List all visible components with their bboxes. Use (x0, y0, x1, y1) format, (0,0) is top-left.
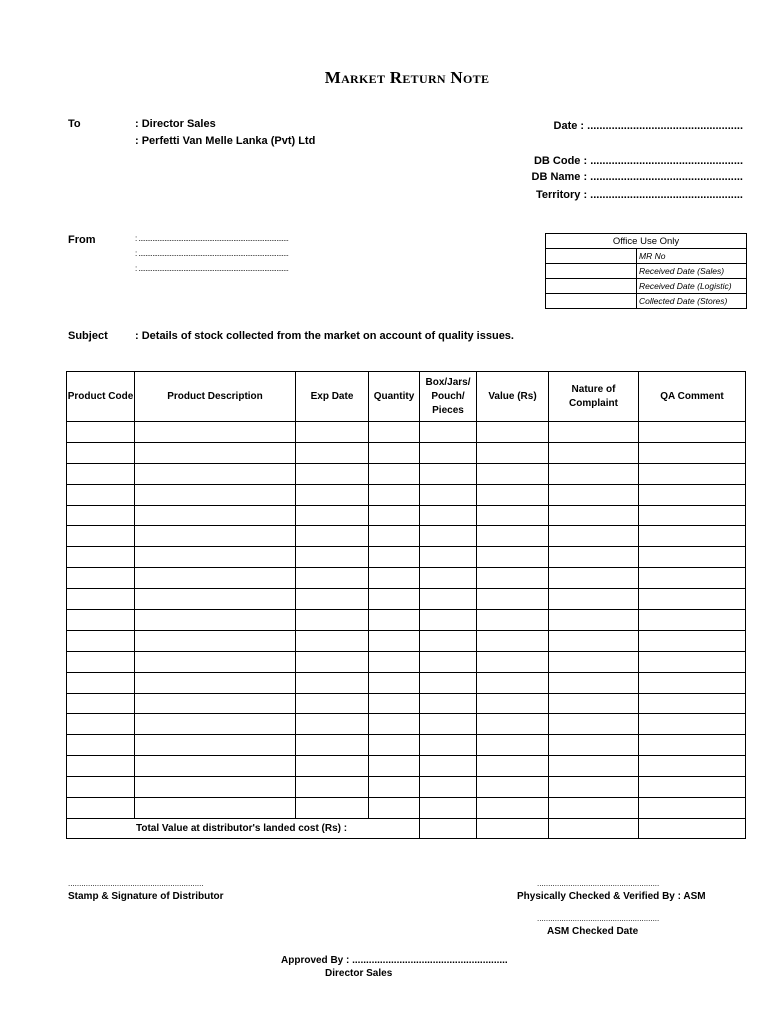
table-cell[interactable] (549, 693, 639, 714)
to-line-2: : Perfetti Van Melle Lanka (Pvt) Ltd (135, 135, 316, 147)
table-cell[interactable] (135, 610, 296, 631)
table-row (67, 442, 746, 463)
office-row-mr-no: MR No (637, 249, 747, 264)
table-cell[interactable] (477, 798, 549, 819)
table-cell[interactable] (420, 735, 477, 756)
table-cell[interactable] (369, 505, 420, 526)
table-cell[interactable] (549, 589, 639, 610)
table-cell[interactable] (420, 777, 477, 798)
table-row (67, 463, 746, 484)
table-cell[interactable] (420, 651, 477, 672)
table-cell[interactable] (369, 672, 420, 693)
table-cell[interactable] (639, 693, 746, 714)
table-cell[interactable] (477, 756, 549, 777)
table-cell[interactable] (369, 484, 420, 505)
from-line-2: : ....................................................................................... (135, 249, 289, 258)
table-cell[interactable] (639, 568, 746, 589)
table-cell[interactable] (639, 630, 746, 651)
table-cell[interactable] (296, 630, 369, 651)
table-cell[interactable] (67, 651, 135, 672)
table-row (67, 651, 746, 672)
table-cell[interactable] (549, 798, 639, 819)
total-label: Total Value at distributor's landed cost (Rs) : (67, 818, 420, 838)
approved-by-line: Approved By : ........................................................ (281, 955, 508, 966)
table-cell[interactable] (639, 422, 746, 443)
table-cell[interactable] (67, 610, 135, 631)
asm-signature-line: ....................................................... (537, 879, 660, 888)
table-cell[interactable] (296, 442, 369, 463)
total-row (67, 818, 746, 838)
col-qa-comment: QA Comment (639, 372, 746, 422)
table-cell[interactable] (67, 777, 135, 798)
table-cell[interactable] (369, 630, 420, 651)
table-cell[interactable] (67, 484, 135, 505)
office-row-collected-stores: Collected Date (Stores) (637, 294, 747, 309)
table-cell[interactable] (549, 672, 639, 693)
subject-label: Subject (68, 330, 108, 342)
table-header-row (67, 372, 746, 422)
table-cell[interactable] (135, 714, 296, 735)
to-label: To (68, 118, 81, 130)
office-row-received-sales: Received Date (Sales) (637, 264, 747, 279)
table-cell[interactable] (135, 756, 296, 777)
table-row (67, 777, 746, 798)
table-cell[interactable] (135, 777, 296, 798)
db-code-field: DB Code : .................................................. (533, 155, 743, 167)
table-row (67, 630, 746, 651)
office-use-table (545, 233, 747, 309)
table-cell[interactable] (477, 630, 549, 651)
table-cell[interactable] (639, 526, 746, 547)
table-cell[interactable] (369, 526, 420, 547)
table-cell[interactable] (67, 442, 135, 463)
table-cell[interactable] (296, 610, 369, 631)
table-cell[interactable] (549, 568, 639, 589)
table-cell[interactable] (549, 714, 639, 735)
table-cell[interactable] (135, 422, 296, 443)
table-cell[interactable] (296, 714, 369, 735)
table-cell[interactable] (639, 651, 746, 672)
table-cell[interactable] (369, 442, 420, 463)
table-cell[interactable] (369, 651, 420, 672)
table-cell[interactable] (135, 526, 296, 547)
table-cell[interactable] (135, 693, 296, 714)
table-cell[interactable] (135, 798, 296, 819)
table-cell[interactable] (369, 798, 420, 819)
table-cell[interactable] (67, 630, 135, 651)
table-cell[interactable] (369, 463, 420, 484)
table-cell[interactable] (420, 610, 477, 631)
table-cell[interactable] (477, 693, 549, 714)
table-cell[interactable] (420, 463, 477, 484)
table-cell[interactable] (549, 735, 639, 756)
table-cell[interactable] (296, 651, 369, 672)
table-cell[interactable] (420, 547, 477, 568)
table-cell[interactable] (639, 714, 746, 735)
table-row (67, 589, 746, 610)
table-cell[interactable] (477, 526, 549, 547)
table-cell[interactable] (67, 463, 135, 484)
col-exp-date: Exp Date (296, 372, 369, 422)
table-cell[interactable] (369, 589, 420, 610)
table-cell[interactable] (369, 422, 420, 443)
table-cell[interactable] (135, 630, 296, 651)
table-cell[interactable] (67, 714, 135, 735)
db-name-field: DB Name : .................................................. (531, 171, 743, 183)
table-cell[interactable] (369, 610, 420, 631)
table-cell[interactable] (477, 568, 549, 589)
table-row (67, 798, 746, 819)
table-cell[interactable] (477, 442, 549, 463)
table-cell[interactable] (296, 735, 369, 756)
table-cell[interactable] (549, 630, 639, 651)
table-cell[interactable] (296, 422, 369, 443)
table-cell[interactable] (549, 547, 639, 568)
distributor-signature-label: Stamp & Signature of Distributor (68, 891, 224, 902)
table-cell[interactable] (420, 798, 477, 819)
table-cell[interactable] (67, 422, 135, 443)
date-field: Date : ................................................... (553, 120, 743, 132)
table-cell[interactable] (135, 589, 296, 610)
col-value: Value (Rs) (477, 372, 549, 422)
table-cell[interactable] (477, 463, 549, 484)
table-cell[interactable] (477, 484, 549, 505)
table-cell[interactable] (296, 547, 369, 568)
table-row (67, 526, 746, 547)
office-row-received-logistic: Received Date (Logistic) (637, 279, 747, 294)
table-cell[interactable] (296, 568, 369, 589)
table-cell[interactable] (296, 777, 369, 798)
table-cell[interactable] (296, 589, 369, 610)
table-cell[interactable] (549, 505, 639, 526)
table-cell[interactable] (369, 735, 420, 756)
col-quantity: Quantity (369, 372, 420, 422)
table-cell[interactable] (477, 651, 549, 672)
table-cell[interactable] (67, 672, 135, 693)
table-cell[interactable] (477, 547, 549, 568)
table-cell[interactable] (369, 714, 420, 735)
subject-text: : Details of stock collected from the market on account of quality issues. (135, 330, 514, 342)
table-cell[interactable] (369, 693, 420, 714)
table-cell[interactable] (135, 505, 296, 526)
table-cell[interactable] (639, 442, 746, 463)
table-row (67, 568, 746, 589)
table-cell[interactable] (477, 777, 549, 798)
page-title: Market Return Note (324, 68, 490, 87)
table-row (67, 422, 746, 443)
table-cell[interactable] (135, 547, 296, 568)
table-cell[interactable] (477, 589, 549, 610)
table-cell[interactable] (67, 756, 135, 777)
table-row (67, 735, 746, 756)
table-cell[interactable] (549, 442, 639, 463)
table-cell[interactable] (639, 505, 746, 526)
table-cell[interactable] (420, 422, 477, 443)
to-line-1: : Director Sales (135, 118, 216, 130)
table-cell[interactable] (135, 651, 296, 672)
col-box-jars-pouch-pieces: Box/Jars/ Pouch/ Pieces (420, 372, 477, 422)
table-cell[interactable] (639, 735, 746, 756)
table-cell[interactable] (420, 693, 477, 714)
table-cell[interactable] (639, 756, 746, 777)
table-cell[interactable] (477, 610, 549, 631)
col-nature-of-complaint: Nature of Complaint (549, 372, 639, 422)
asm-verified-label: Physically Checked & Verified By : ASM (517, 891, 706, 902)
table-cell[interactable] (135, 463, 296, 484)
asm-date-line: ....................................................... (537, 914, 660, 923)
table-row (67, 505, 746, 526)
table-cell[interactable] (420, 630, 477, 651)
table-cell[interactable] (639, 610, 746, 631)
table-cell[interactable] (639, 547, 746, 568)
table-cell[interactable] (67, 547, 135, 568)
table-cell[interactable] (477, 505, 549, 526)
col-product-code: Product Code (67, 372, 135, 422)
territory-field: Territory : .................................................. (535, 189, 743, 201)
table-row (67, 610, 746, 631)
table-cell[interactable] (477, 422, 549, 443)
table-cell[interactable] (420, 442, 477, 463)
from-label: From (68, 234, 96, 246)
distributor-signature-line: ............................................................. (68, 879, 204, 888)
table-cell[interactable] (549, 422, 639, 443)
table-cell[interactable] (67, 735, 135, 756)
from-line-1: : ....................................................................................... (135, 234, 289, 243)
table-cell[interactable] (549, 484, 639, 505)
table-cell[interactable] (67, 589, 135, 610)
table-cell[interactable] (135, 735, 296, 756)
table-cell[interactable] (639, 484, 746, 505)
table-cell[interactable] (549, 610, 639, 631)
table-cell[interactable] (549, 526, 639, 547)
table-cell[interactable] (296, 505, 369, 526)
table-cell[interactable] (67, 693, 135, 714)
table-cell[interactable] (369, 756, 420, 777)
return-items-table (66, 371, 746, 839)
table-row (67, 484, 746, 505)
table-cell[interactable] (135, 672, 296, 693)
table-cell[interactable] (369, 777, 420, 798)
table-cell[interactable] (296, 484, 369, 505)
table-cell[interactable] (639, 777, 746, 798)
table-cell[interactable] (67, 505, 135, 526)
table-cell[interactable] (67, 568, 135, 589)
asm-checked-date-label: ASM Checked Date (547, 926, 639, 937)
table-cell[interactable] (296, 693, 369, 714)
table-cell[interactable] (296, 756, 369, 777)
table-cell[interactable] (135, 568, 296, 589)
table-cell[interactable] (420, 484, 477, 505)
table-row (67, 547, 746, 568)
table-cell[interactable] (420, 589, 477, 610)
table-cell[interactable] (369, 568, 420, 589)
table-cell[interactable] (639, 463, 746, 484)
table-cell[interactable] (639, 589, 746, 610)
table-cell[interactable] (420, 672, 477, 693)
table-cell[interactable] (296, 463, 369, 484)
col-product-description: Product Description (135, 372, 296, 422)
table-cell[interactable] (67, 798, 135, 819)
table-cell[interactable] (369, 547, 420, 568)
table-cell[interactable] (549, 777, 639, 798)
table-cell[interactable] (477, 672, 549, 693)
table-cell[interactable] (135, 484, 296, 505)
office-use-heading: Office Use Only (546, 234, 747, 249)
table-cell[interactable] (477, 735, 549, 756)
table-cell[interactable] (420, 505, 477, 526)
table-row (67, 714, 746, 735)
table-row (67, 693, 746, 714)
table-cell[interactable] (549, 651, 639, 672)
table-cell[interactable] (296, 798, 369, 819)
table-cell[interactable] (67, 526, 135, 547)
table-cell[interactable] (639, 672, 746, 693)
table-row (67, 672, 746, 693)
from-line-3: : ....................................................................................... (135, 264, 289, 273)
table-cell[interactable] (549, 463, 639, 484)
table-cell[interactable] (296, 672, 369, 693)
table-cell[interactable] (549, 756, 639, 777)
table-cell[interactable] (420, 756, 477, 777)
table-cell[interactable] (420, 568, 477, 589)
table-cell[interactable] (296, 526, 369, 547)
table-cell[interactable] (477, 714, 549, 735)
table-cell[interactable] (639, 798, 746, 819)
table-cell[interactable] (135, 442, 296, 463)
director-sales-label: Director Sales (325, 968, 393, 979)
table-cell[interactable] (420, 714, 477, 735)
table-cell[interactable] (420, 526, 477, 547)
table-row (67, 756, 746, 777)
